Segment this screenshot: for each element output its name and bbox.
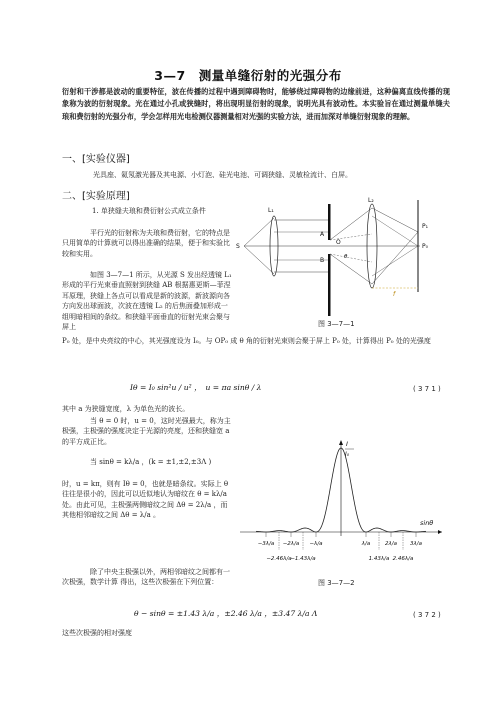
tick-label-pos2: 2λ/a <box>385 541 397 547</box>
tick-label-neg3: −3λ/a <box>257 541 275 547</box>
equation-3-7-1: Iθ = I₀ sin²u / u² ， u = πa sinθ / λ <box>130 383 262 392</box>
principle-para-slit-width: 其中 a 为狭缝宽度，λ 为单色光的波长。 <box>62 405 190 413</box>
svg-text:I₀: I₀ <box>345 451 350 458</box>
principle-item-1: 1. 单狭缝夫琅和费衍射公式成立条件 <box>92 207 206 215</box>
principle-para-intensity: P₀ 处，是中央亮纹的中心，其光强度设为 I₀。与 OP₀ 成 θ 角的衍射光束则会聚于屏上 P₀ 处，计算得出 P₀ 处的光强度 <box>62 337 431 345</box>
slit-lower-blade <box>328 254 331 316</box>
tick-label-neg143: −1.43λ/a <box>290 556 316 562</box>
principle-para-secondary-max: 除了中央主极强以外，两相邻暗纹之间都有一次极强，数学计算 得出，这些次极强在下列位置： <box>62 568 230 587</box>
principle-para-fraunhofer: 平行光的衍射称为夫琅和费衍射，它的特点是只用简单的计算就可以得出准确的结果，便于和实验比较和实用。 <box>62 229 230 258</box>
equation-3-7-2: θ − sinθ = ±1.43 λ/a ，±2.46 λ/a ，±3.47 λ/a Λ <box>134 609 318 618</box>
slit-upper-blade <box>328 204 331 240</box>
tick-label-neg1: −λ/a <box>309 541 323 547</box>
tick-label-pos143: 1.43λ/a <box>368 556 390 562</box>
tick-label-pos1: λ/a <box>361 541 371 547</box>
svg-text:B: B <box>320 257 325 264</box>
equation-number-1: ( 3 7 1 ) <box>413 385 441 393</box>
svg-text:A: A <box>320 231 325 238</box>
tick-label-neg2: −2λ/a <box>282 541 300 547</box>
svg-text:P₀: P₀ <box>422 243 429 250</box>
section-heading-principle: 二、[实验原理] <box>62 191 130 202</box>
svg-text:θ: θ <box>344 254 348 260</box>
svg-text:P₁: P₁ <box>422 223 429 230</box>
principle-para-relative-intensity: 这些次极强的相对强度 <box>62 629 132 637</box>
principle-para-dark-fringe: 时，u = kπ，则有 Iθ = 0，也就是暗条纹。实际上 θ 往往是很小的，因此可以近似地认为暗纹在 θ = kλ/a 处。由此可见，主极强两侧暗纹之间 Δθ = 2λ/a ，而其他相邻暗纹之间 Δθ = λ/a 。 <box>62 480 229 520</box>
svg-text:L₂: L₂ <box>368 197 374 204</box>
figure-single-slit-setup <box>236 196 436 326</box>
principle-para-dark-fringe-condition: 当 sinθ = kλ/a ，(k = ±1,±2,±3Λ ) <box>90 458 212 466</box>
principle-para-setup: 如图 3—7—1 所示，从光源 S 发出经透镜 L₁ 形成的平行光束垂直照射到狭缝 AB 根据惠更斯—菲涅耳原理，狭缝上各点可以看成是新的波源，新波源向各方向发出球面波，次波在透镜 L₂ 的后焦面叠加形成一组明暗相间的条纹。和狭缝平面垂直的衍射光束会聚与屏上 <box>62 271 232 332</box>
x-axis-label: sinθ <box>420 519 434 527</box>
figure2-caption: 图 3—7—2 <box>318 579 355 587</box>
svg-text:f: f <box>393 291 396 298</box>
principle-para-main-max: 当 θ = 0 时，u = 0，这时光强最大，称为主极强，主极强的强度决定于光源的亮度，还和狭缝宽 a 的平方成正比。 <box>62 417 231 446</box>
tick-label-neg246: −2.46λ/a <box>266 556 292 562</box>
equation-number-2: ( 3 7 2 ) <box>413 611 441 619</box>
label-source-s: S <box>236 243 240 250</box>
tick-label-pos3: 3λ/a <box>410 541 422 547</box>
tick-label-pos246: 2.46λ/a <box>392 556 414 562</box>
y-axis-label-I: I <box>346 440 348 448</box>
svg-text:L₁: L₁ <box>268 207 274 214</box>
svg-text:O: O <box>336 239 341 246</box>
intro-paragraph: 衍射和干涉都是波动的重要特征，波在传播的过程中遇到障碍物时，能够绕过障碍物的边缘前进，这种偏离直线传播的现象称为波的衍射现象。光在通过小孔或狭缝时，将出现明显衍射的现象，说明光具有波动性。本实验旨在通过测量单缝夫琅和费衍射的光强分布，学会怎样用光电检测仪器测量相对光强的实验方法，进而加深对单缝衍射现象的理解。 <box>62 87 450 121</box>
page-title: 3—7 测量单缝衍射的光强分布 <box>154 68 342 83</box>
apparatus-list: 光具座、氦氖激光器及其电源、小灯泡、硅光电池、可调狭缝、灵敏检流计、白屏。 <box>93 171 352 179</box>
figure-intensity-distribution <box>236 436 450 586</box>
section-heading-apparatus: 一、[实验仪器] <box>62 154 130 165</box>
figure1-caption: 图 3—7—1 <box>318 320 355 328</box>
